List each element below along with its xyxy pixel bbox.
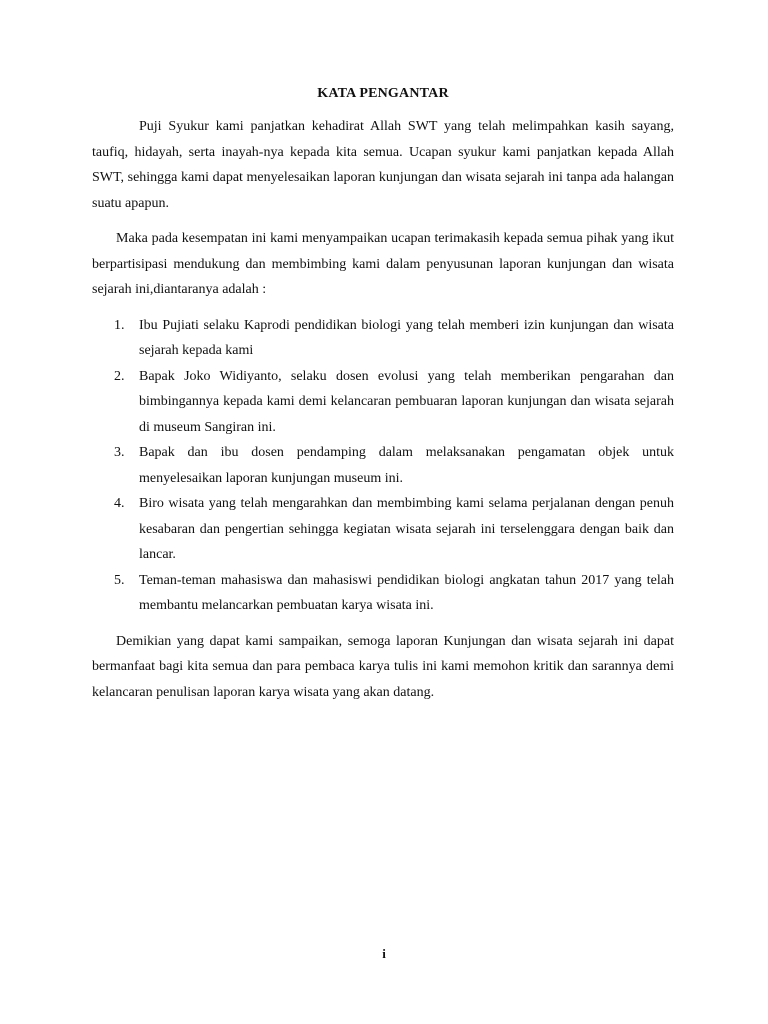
- list-item-text: Teman-teman mahasiswa dan mahasiswi pendidikan biologi angkatan tahun 2017 yang telah membantu melancarkan pembuatan karya wisata ini.: [139, 572, 674, 613]
- list-item-number: 4.: [114, 496, 125, 511]
- list-item: [92, 491, 674, 568]
- document-page: [92, 86, 674, 705]
- list-item-text: Biro wisata yang telah mengarahkan dan membimbing kami selama perjalanan dengan penuh kesabaran dan pengertian sehingga kegiatan wisata sejarah ini terselenggara dengan baik dan lancar.: [139, 496, 674, 562]
- list-item: [92, 440, 674, 491]
- list-item: [92, 364, 674, 441]
- page-number: i: [382, 946, 386, 961]
- paragraph-gap: [92, 303, 674, 313]
- list-item-number: 3.: [114, 445, 125, 460]
- paragraph-opening: Puji Syukur kami panjatkan kehadirat Allah SWT yang telah melimpahkan kasih sayang, taufiq, hidayah, serta inayah-nya kepada kita semua. Ucapan syukur kami panjatkan kepada Allah SWT, sehingga kami dapat menyelesaikan laporan kunjungan dan wisata sejarah ini tanpa ada halangan suatu apapun.: [92, 119, 674, 211]
- paragraph-gap: [92, 216, 674, 226]
- list-item-number: 5.: [114, 572, 125, 588]
- list-item-text: Bapak dan ibu dosen pendamping dalam melaksanakan pengamatan objek untuk menyelesaikan laporan kunjungan museum ini.: [139, 445, 674, 486]
- list-item-text: Bapak Joko Widiyanto, selaku dosen evolusi yang telah memberikan pengarahan dan bimbingannya kepada kami demi kelancaran pembuaran laporan kunjungan dan wisata sejarah di museum Sangiran ini.: [139, 368, 674, 435]
- paragraph-thanks: Maka pada kesempatan ini kami menyampaikan ucapan terimakasih kepada semua pihak yang ikut berpartisipasi mendukung dan membimbing kami dalam penyusunan laporan kunjungan dan wisata sejarah ini,diantaranya adalah :: [92, 231, 674, 297]
- list-item: [92, 568, 674, 619]
- list-item: [92, 313, 674, 364]
- list-item-number: 1.: [114, 317, 125, 333]
- acknowledgement-list: [92, 313, 674, 619]
- paragraph-closing: Demikian yang dapat kami sampaikan, semoga laporan Kunjungan dan wisata sejarah ini dapat bermanfaat bagi kita semua dan para pembaca karya tulis ini kami memohon kritik dan sarannya demi kelancaran penulisan laporan karya wisata yang akan datang.: [92, 633, 674, 700]
- list-item-number: 2.: [114, 368, 125, 384]
- paragraph-gap: [92, 619, 674, 629]
- list-item-text: Ibu Pujiati selaku Kaprodi pendidikan biologi yang telah memberi izin kunjungan dan wisata sejarah kepada kami: [139, 317, 674, 358]
- page-title: KATA PENGANTAR: [317, 86, 449, 101]
